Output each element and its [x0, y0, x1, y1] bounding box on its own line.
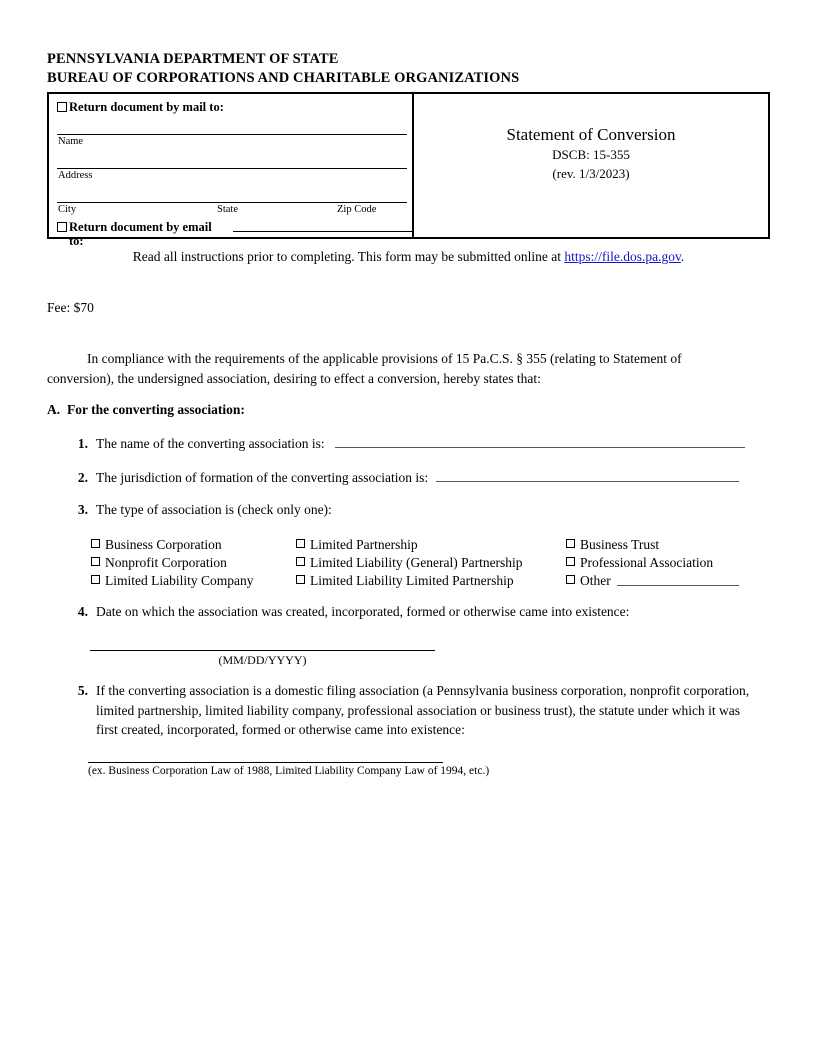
limited-liability-company-checkbox[interactable] [91, 575, 100, 584]
checkbox-option-nonprofit-corporation[interactable] [91, 554, 296, 571]
item-2 [70, 468, 770, 488]
city-state-zip-field[interactable] [57, 202, 407, 203]
association-type-row [91, 536, 771, 554]
instructions-text-after: . [680, 249, 685, 264]
item-3-number: 3. [77, 502, 88, 517]
checkbox-option-limited-liability-limited-partnership[interactable] [296, 572, 566, 589]
name-caption: Name [58, 136, 84, 147]
section-a-letter: A. [47, 402, 61, 417]
business-trust-label: Business Trust [580, 537, 660, 552]
limited-liability-limited-partnership-checkbox[interactable] [296, 575, 305, 584]
statute-example-caption: (ex. Business Corporation Law of 1988, Limited Liability Company Law of 1994, etc.) [88, 765, 490, 777]
section-a-title: For the converting association: [67, 402, 245, 417]
item-3-label: The type of association is (check only one): [96, 502, 332, 517]
compliance-paragraph: In compliance with the requirements of the applicable provisions of 15 Pa.C.S. § 355 (relating to Statement of conversion), the undersigned association, desiring to effect a conversion, hereby states that: [47, 351, 682, 386]
fee-line: Fee: $70 [47, 300, 94, 315]
document-title: Statement of Conversion [506, 125, 676, 144]
document-revision-date: (rev. 1/3/2023) [552, 166, 630, 181]
agency-line-2: BUREAU OF CORPORATIONS AND CHARITABLE ORGANIZATIONS [47, 70, 520, 86]
return-by-email-checkbox[interactable] [57, 222, 67, 232]
header-box [47, 92, 770, 248]
agency-header [47, 50, 767, 88]
date-format-caption: (MM/DD/YYYY) [218, 653, 307, 667]
item-1 [70, 434, 770, 454]
address-caption: Address [58, 170, 93, 181]
address-field[interactable] [57, 168, 407, 169]
other-input[interactable] [617, 572, 739, 586]
professional-association-checkbox[interactable] [566, 557, 575, 566]
limited-liability-limited-partnership-label: Limited Liability Limited Partnership [310, 573, 514, 588]
name-field[interactable] [57, 134, 407, 135]
item-5-label: If the converting association is a domestic filing association (a Pennsylvania business corporation, nonprofit corporation, limited partnership, limited liability company, professional association or business trust), the statute under which it was first created, incorporated, formed or otherwise came into existence: [96, 683, 750, 737]
item-2-body [96, 468, 770, 488]
checkbox-option-professional-association[interactable] [566, 554, 771, 571]
checkbox-option-business-trust[interactable] [566, 536, 771, 553]
return-by-mail-label: Return document by mail to: [69, 100, 224, 114]
document-title-block [414, 94, 768, 237]
limited-liability-company-label: Limited Liability Company [105, 573, 254, 588]
limited-partnership-checkbox[interactable] [296, 539, 305, 548]
date-input[interactable] [90, 650, 435, 651]
limited-partnership-label: Limited Partnership [310, 537, 418, 552]
return-by-mail-checkbox[interactable] [57, 102, 67, 112]
item-2-input[interactable] [436, 469, 739, 482]
return-document-block [49, 94, 414, 248]
item-4-label: Date on which the association was created, incorporated, formed or otherwise came into existence: [96, 604, 630, 619]
item-4 [70, 602, 770, 622]
association-type-row [91, 572, 771, 590]
item-1-label: The name of the converting association is: [96, 436, 325, 451]
item-5 [70, 681, 762, 740]
document-dscb-number: DSCB: 15-355 [552, 147, 630, 162]
city-caption: City [58, 204, 77, 215]
instructions-line [47, 248, 770, 265]
other-label: Other [580, 573, 611, 588]
agency-line-1: PENNSYLVANIA DEPARTMENT OF STATE [47, 51, 339, 67]
zip-code-caption: Zip Code [337, 204, 377, 215]
business-corporation-label: Business Corporation [105, 537, 222, 552]
instructions-text-before: Read all instructions prior to completing. This form may be submitted online at [132, 249, 565, 264]
association-type-row [91, 554, 771, 572]
checkbox-option-limited-liability-general-partnership[interactable] [296, 554, 566, 571]
checkbox-option-limited-liability-company[interactable] [91, 572, 296, 589]
item-4-number: 4. [77, 604, 88, 619]
limited-liability-general-partnership-label: Limited Liability (General) Partnership [310, 555, 523, 570]
item-1-input[interactable] [335, 435, 745, 448]
checkbox-option-limited-partnership[interactable] [296, 536, 566, 553]
business-trust-checkbox[interactable] [566, 539, 575, 548]
checkbox-option-other[interactable] [566, 572, 771, 589]
email-field[interactable] [233, 220, 412, 232]
business-corporation-checkbox[interactable] [91, 539, 100, 548]
return-by-email-row[interactable] [57, 220, 412, 248]
professional-association-label: Professional Association [580, 555, 714, 570]
return-by-email-label: Return document by email to: [69, 220, 212, 248]
checkbox-option-business-corporation[interactable] [91, 536, 296, 553]
nonprofit-corporation-checkbox[interactable] [91, 557, 100, 566]
item-1-number: 1. [77, 436, 88, 451]
association-type-checkbox-grid [91, 536, 771, 590]
limited-liability-general-partnership-checkbox[interactable] [296, 557, 305, 566]
item-2-number: 2. [77, 470, 88, 485]
online-filing-link[interactable]: https://file.dos.pa.gov [564, 249, 681, 264]
item-2-label: The jurisdiction of formation of the converting association is: [96, 470, 429, 485]
return-by-mail-row[interactable] [57, 100, 224, 114]
other-checkbox[interactable] [566, 575, 575, 584]
state-caption: State [217, 204, 238, 215]
section-a-heading [47, 401, 245, 418]
statute-input[interactable] [88, 762, 443, 763]
item-5-number: 5. [77, 683, 88, 698]
item-1-body [96, 434, 770, 454]
nonprofit-corporation-label: Nonprofit Corporation [105, 555, 227, 570]
item-3 [70, 500, 770, 520]
